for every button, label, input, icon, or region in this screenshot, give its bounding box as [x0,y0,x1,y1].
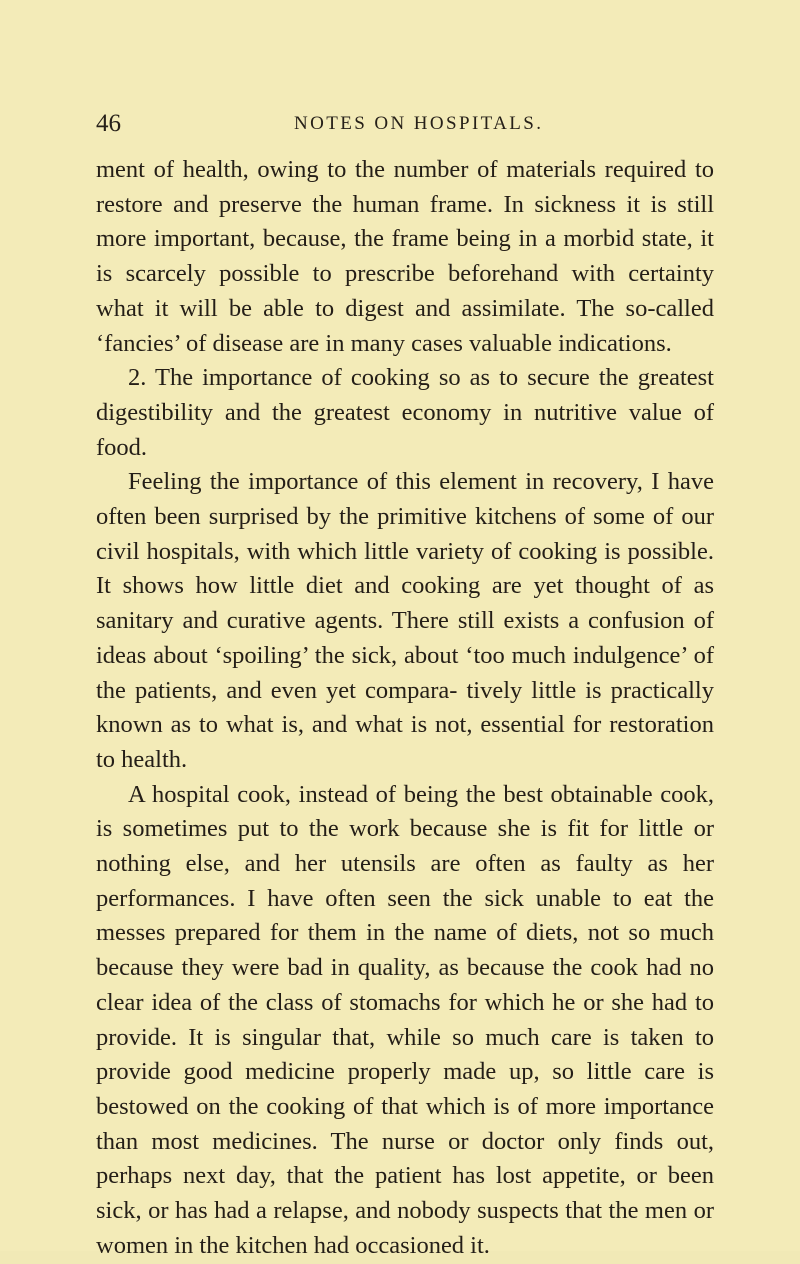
paragraph-4: A hospital cook, instead of being the best obtainable cook, is sometimes put to the work because she is fit for little or nothing else, and her utensils are often as faulty as her performances. I have often seen the sick unable to eat the messes prepared for them in the name of diets, not so much because they were bad in quality, as because the cook had no clear idea of the class of stomachs for which he or she had to provide. It is singular that, while so much care is taken to provide good medicine properly made up, so little care is bestowed on the cooking of that which is of more importance than most medicines. The nurse or doctor only finds out, perhaps next day, that the patient has lost appetite, or been sick, or has had a relapse, and nobody suspects that the men or women in the kitchen had occasioned it. [96,780,714,1259]
page-number: 46 [96,110,121,137]
running-head: NOTES ON HOSPITALS. [294,113,544,134]
paragraph-3: Feeling the importance of this element in recovery, I have often been surprised by the primitive kitchens of some of our civil hospitals, with which little variety of cooking is possible. It shows how little diet and cooking are yet thought of as sanitary and curative agents. There still exists a confusion of ideas about ‘spoiling’ the sick, about ‘too much indulgence’ of the patients, and even yet compara- tively little is practically known as to what is, and what is not, essential for restoration to health. [96,468,714,773]
page-header [96,106,716,142]
paragraph-2: 2. The importance of cooking so as to secure the greatest digestibility and the greatest economy in nutritive value of food. [96,364,714,461]
body-text [96,153,714,1264]
paragraph-1: ment of health, owing to the number of materials required to restore and preserve the human frame. In sickness it is still more important, because, the frame being in a morbid state, it is scarcely possible to prescribe beforehand with certainty what it will be able to digest and assimilate. The so-called ‘fancies’ of disease are in many cases valuable indications. [96,156,714,357]
